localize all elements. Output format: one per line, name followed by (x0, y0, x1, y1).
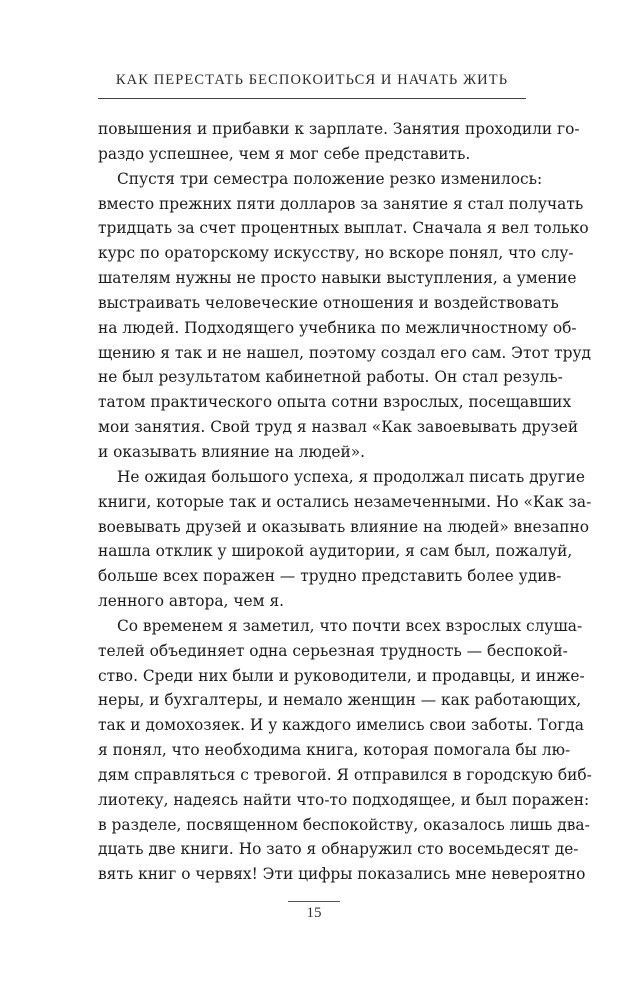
header-rule (98, 98, 526, 99)
text-line: повышения и прибавки к зарплате. Занятия проходили го- (98, 120, 580, 138)
text-line: Спустя три семестра положение резко изменилось: (117, 169, 543, 188)
text-line: татом практического опыта сотни взрослых, посещавших (98, 393, 572, 412)
text-line: на людей. Подходящего учебника по межличностному об- (98, 318, 577, 337)
text-line: выстраивать человеческие отношения и воздействовать (98, 293, 559, 312)
text-line: воевывать друзей и оказывать влияние на людей» внезапно (98, 517, 590, 536)
text-line: не был результатом кабинетной работы. Он стал резуль- (98, 368, 563, 387)
text-line: дям справляться с тревогой. Я отправился в городскую биб- (98, 765, 592, 784)
text-line: щению я так и не нашел, поэтому создал его сам. Этот труд (98, 343, 592, 362)
text-line: и оказывать влияние на людей». (98, 442, 366, 461)
text-line: вместо прежних пяти долларов за занятие я стал получать (98, 194, 584, 213)
text-line: Не ожидая большого успеха, я продолжал писать другие (117, 467, 585, 486)
text-line: больше всех поражен — трудно представить более удив- (98, 567, 562, 586)
text-line: книги, которые так и остались незамеченными. Но «Как за- (98, 492, 592, 511)
text-line: телей объединяет одна серьезная трудность — беспокой- (98, 641, 568, 660)
text-line: курс по ораторскому искусству, но вскоре понял, что слу- (98, 244, 574, 263)
body-text (98, 117, 592, 887)
text-line: раздо успешнее, чем я мог себе представить. (98, 144, 471, 163)
text-line: Со временем я заметил, что почти всех взрослых слуша- (117, 616, 583, 635)
text-line: нашла отклик у широкой аудитории, я сам был, пожалуй, (98, 542, 573, 561)
text-line: ство. Среди них были и руководители, и продавцы, и инже- (98, 666, 585, 685)
text-line: неры, и бухгалтеры, и немало женщин — как работающих, (98, 691, 582, 710)
text-line: лиотеку, надеясь найти что-то подходящее, и был поражен: (98, 790, 590, 809)
folio-rule (288, 901, 340, 902)
running-head: КАК ПЕРЕСТАТЬ БЕСПОКОИТЬСЯ И НАЧАТЬ ЖИТЬ (115, 72, 509, 88)
text-line: я понял, что необходима книга, которая помогала бы лю- (98, 741, 571, 760)
text-line: дцать две книги. Но зато я обнаружил сто восемьдесят де- (98, 840, 579, 859)
text-line: мои занятия. Свой труд я назвал «Как завоевывать друзей (98, 418, 579, 437)
text-line: шателям нужны не просто навыки выступления, а умение (98, 269, 577, 288)
text-line: так и домохозяек. И у каждого имелись свои заботы. Тогда (98, 716, 584, 735)
text-line: тридцать за счет процентных выплат. Сначала я вел только (98, 219, 589, 238)
text-line: вять книг о червях! Эти цифры показались мне невероятно (98, 865, 586, 884)
text-line: в разделе, посвященном беспокойству, оказалось лишь два- (98, 815, 590, 834)
text-line: ленного автора, чем я. (98, 592, 285, 611)
page-number: 15 (306, 905, 322, 921)
